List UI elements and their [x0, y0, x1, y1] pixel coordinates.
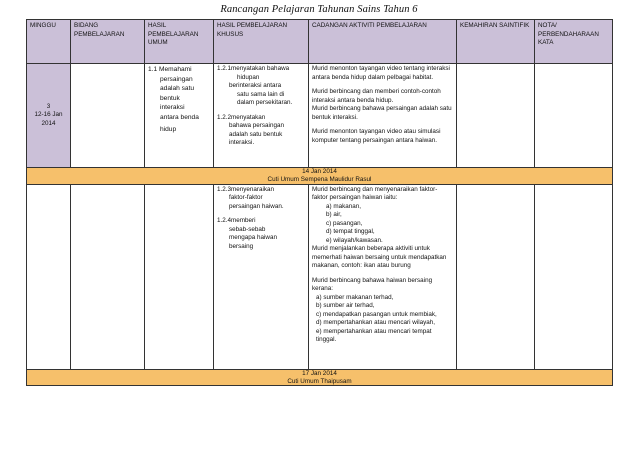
khusus-line: 1.2.2menyatakan	[217, 113, 266, 121]
week-number: 3	[46, 102, 51, 110]
nota-cell	[535, 184, 613, 369]
khusus-line: 1.2.4memberi	[217, 217, 256, 225]
kemahiran-cell	[457, 64, 535, 168]
list-item: c) mendapatkan pasangan untuk membiak,	[316, 310, 437, 318]
cadangan-cell	[309, 64, 457, 168]
khusus-line: berinteraksi antara	[229, 82, 282, 89]
khusus-line: dalam persekitaran.	[237, 99, 293, 106]
header-khusus: HASIL PEMBELAJARAN KHUSUS	[214, 20, 309, 64]
header-kemahiran: KEMAHIRAN SAINTIFIK	[457, 20, 535, 64]
week-cell	[27, 64, 71, 168]
hasil-line: hidup	[160, 126, 177, 134]
header-hasil: HASIL PEMBELAJARAN UMUM	[145, 20, 214, 64]
list-item: d) mempertahankan atau mencari wilayah,	[316, 319, 436, 327]
page-title: Rancangan Pelajaran Tahunan Sains Tahun 6	[220, 4, 418, 15]
cadangan-paragraph: Murid menonton tayangan video atau simulasi komputer tentang persaingan antara haiwan.	[312, 128, 441, 144]
list-item: e) wilayah/kawasan.	[326, 236, 383, 244]
cadangan-paragraph: Murid menjalankan beberapa aktiviti untuk memerhati haiwan bersaing untuk mendapatkan makanan, contoh: ikan atau burung	[312, 245, 447, 270]
cadangan-paragraph: Murid berbincang dan menyenaraikan faktor-faktor persaingan haiwan iaitu:	[312, 185, 438, 202]
header-minggu: MINGGU	[27, 20, 71, 64]
khusus-line: persaingan haiwan.	[229, 202, 284, 210]
list-item: e) mempertahankan atau mencari tempat tinggal.	[316, 327, 432, 344]
hasil-line: bentuk	[160, 94, 180, 102]
header-bidang: BIDANG PEMBELAJARAN	[71, 20, 145, 64]
list-item: d) tempat tinggal,	[326, 228, 375, 236]
khusus-line: hidupan	[237, 73, 260, 81]
hasil-line: adalah satu	[160, 85, 195, 93]
week-dates: 12-16 Jan 2014	[34, 111, 63, 127]
khusus-line: 1.2.3menyenaraikan	[217, 185, 275, 193]
list-item: c) pasangan,	[326, 219, 363, 227]
holiday-text: Cuti Umum Sempena Maulidur Rasul	[267, 175, 372, 183]
hasil-cell	[145, 184, 214, 369]
khusus-line: 1.2.1menyatakan bahawa	[217, 65, 290, 72]
header-row	[27, 20, 613, 64]
khusus-line: bersaing	[229, 242, 254, 250]
khusus-line: adalah satu bentuk	[229, 130, 283, 138]
kemahiran-cell	[457, 184, 535, 369]
hasil-cell	[145, 64, 214, 168]
khusus-cell	[214, 184, 309, 369]
khusus-line: interaksi.	[229, 139, 255, 146]
table-row	[27, 184, 613, 369]
khusus-line: sebab-sebab	[229, 225, 266, 233]
nota-cell	[535, 64, 613, 168]
holiday-date: 17 Jan 2014	[302, 369, 337, 377]
list-item: a) sumber makanan terhad,	[316, 293, 394, 301]
table-row	[27, 64, 613, 168]
khusus-cell	[214, 64, 309, 168]
hasil-line: persaingan	[160, 75, 193, 83]
header-nota: NOTA/ PERBENDAHARAAN KATA	[535, 20, 613, 64]
cadangan-paragraph: Murid berbincang dan memberi contoh-contoh interaksi antara benda hidup.	[312, 88, 441, 104]
cadangan-paragraph: Murid berbincang bahawa persaingan adalah satu bentuk interaksi.	[312, 105, 452, 121]
lesson-plan-table	[26, 19, 613, 386]
list-item: a) makanan,	[326, 202, 362, 210]
hasil-line: 1.1 Memahami	[148, 66, 192, 73]
holiday-banner	[27, 369, 613, 386]
khusus-line: bahawa persaingan	[229, 122, 284, 129]
hasil-line: antara benda	[160, 113, 199, 121]
khusus-line: mengapa haiwan	[229, 234, 277, 242]
cadangan-paragraph: Murid berbincang bahawa haiwan bersaing kerana:	[312, 276, 433, 293]
header-cadangan: CADANGAN AKTIVITI PEMBELAJARAN	[309, 20, 457, 64]
khusus-line: faktor-faktor	[229, 194, 263, 202]
holiday-banner-cell	[27, 168, 613, 185]
bidang-cell	[71, 184, 145, 369]
list-item: b) sumber air terhad,	[316, 302, 375, 310]
hasil-line: interaksi	[160, 104, 185, 112]
khusus-line: satu sama lain di	[237, 90, 285, 98]
holiday-banner	[27, 168, 613, 185]
holiday-date: 14 Jan 2014	[302, 168, 337, 175]
holiday-banner-cell	[27, 369, 613, 386]
list-item: b) air,	[326, 211, 342, 219]
holiday-text: Cuti Umum Thaipusam	[287, 377, 352, 385]
cadangan-paragraph: Murid menonton tayangan video tentang interaksi antara benda hidup dalam pelbagai habitat.	[312, 65, 450, 81]
cadangan-cell	[309, 184, 457, 369]
week-cell	[27, 184, 71, 369]
bidang-cell	[71, 64, 145, 168]
